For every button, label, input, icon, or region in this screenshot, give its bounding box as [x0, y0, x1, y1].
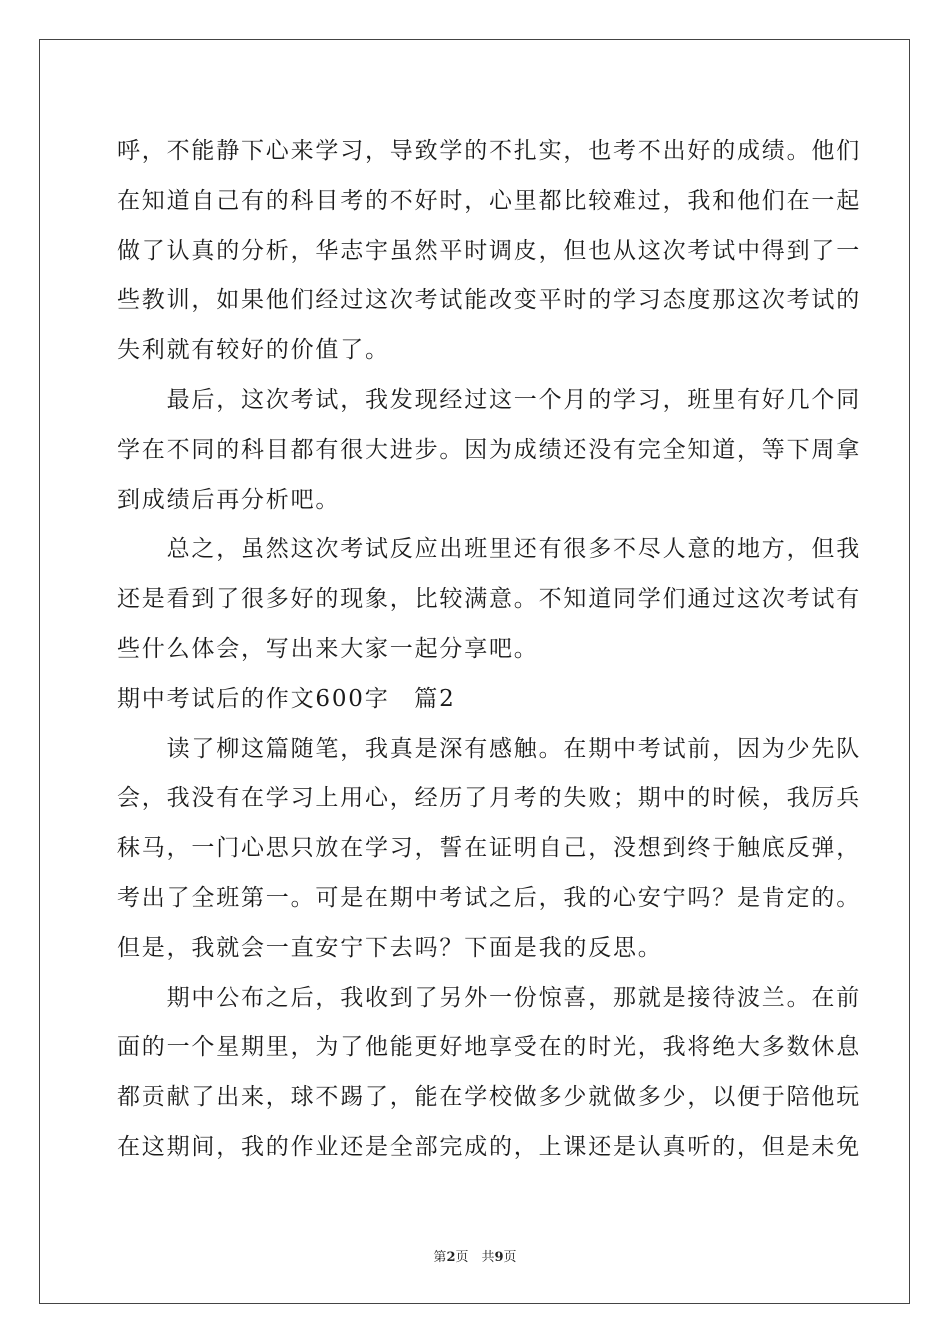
text-line: 做了认真的分析，华志宇虽然平时调皮，但也从这次考试中得到了一 — [117, 237, 861, 264]
total-suffix: 页 — [503, 1250, 517, 1265]
text-line: 都贡献了出来，球不踢了，能在学校做多少就做多少，以便于陪他玩 — [117, 1084, 861, 1111]
page-number — [0, 1246, 950, 1265]
text-line: 在知道自己有的科目考的不好时，心里都比较难过，我和他们在一起 — [117, 187, 861, 214]
text-line: 些教训，如果他们经过这次考试能改变平时的学习态度那这次考试的 — [117, 287, 861, 314]
page-suffix: 页 共 — [455, 1250, 495, 1265]
text-line: 面的一个星期里，为了他能更好地享受在的时光，我将绝大多数休息 — [117, 1034, 861, 1061]
text-line: 秣马，一门心思只放在学习，誓在证明自己，没想到终于触底反弹， — [117, 835, 861, 862]
page-prefix: 第 — [433, 1250, 447, 1265]
text-line: 还是看到了很多好的现象，比较满意。不知道同学们通过这次考试有 — [117, 586, 861, 613]
text-line: 到成绩后再分析吧。 — [117, 486, 341, 513]
text-line: 考出了全班第一。可是在期中考试之后，我的心安宁吗？是肯定的。 — [117, 884, 861, 911]
text-line: 呼，不能静下心来学习，导致学的不扎实，也考不出好的成绩。他们 — [117, 138, 861, 164]
text-line: 学在不同的科目都有很大进步。因为成绩还没有完全知道，等下周拿 — [117, 436, 861, 463]
page-total: 9 — [494, 1250, 504, 1265]
text-line: 读了柳这篇随笔，我真是深有感触。在期中考试前，因为少先队 — [117, 735, 861, 762]
text-line: 总之，虽然这次考试反应出班里还有很多不尽人意的地方，但我 — [117, 536, 861, 563]
page-current: 2 — [446, 1250, 456, 1265]
section-heading: 期中考试后的作文600字 篇2 — [117, 685, 456, 712]
text-line: 最后，这次考试，我发现经过这一个月的学习，班里有好几个同 — [117, 386, 861, 413]
document-body — [117, 127, 861, 1173]
text-line: 在这期间，我的作业还是全部完成的，上课还是认真听的，但是未免 — [117, 1133, 861, 1160]
text-line: 但是，我就会一直安宁下去吗？下面是我的反思。 — [117, 934, 663, 961]
text-line: 期中公布之后，我收到了另外一份惊喜，那就是接待波兰。在前 — [117, 984, 861, 1011]
text-line: 会，我没有在学习上用心，经历了月考的失败；期中的时候，我厉兵 — [117, 785, 861, 812]
text-line: 些什么体会，写出来大家一起分享吧。 — [117, 635, 539, 662]
text-line: 失利就有较好的价值了。 — [117, 337, 390, 364]
